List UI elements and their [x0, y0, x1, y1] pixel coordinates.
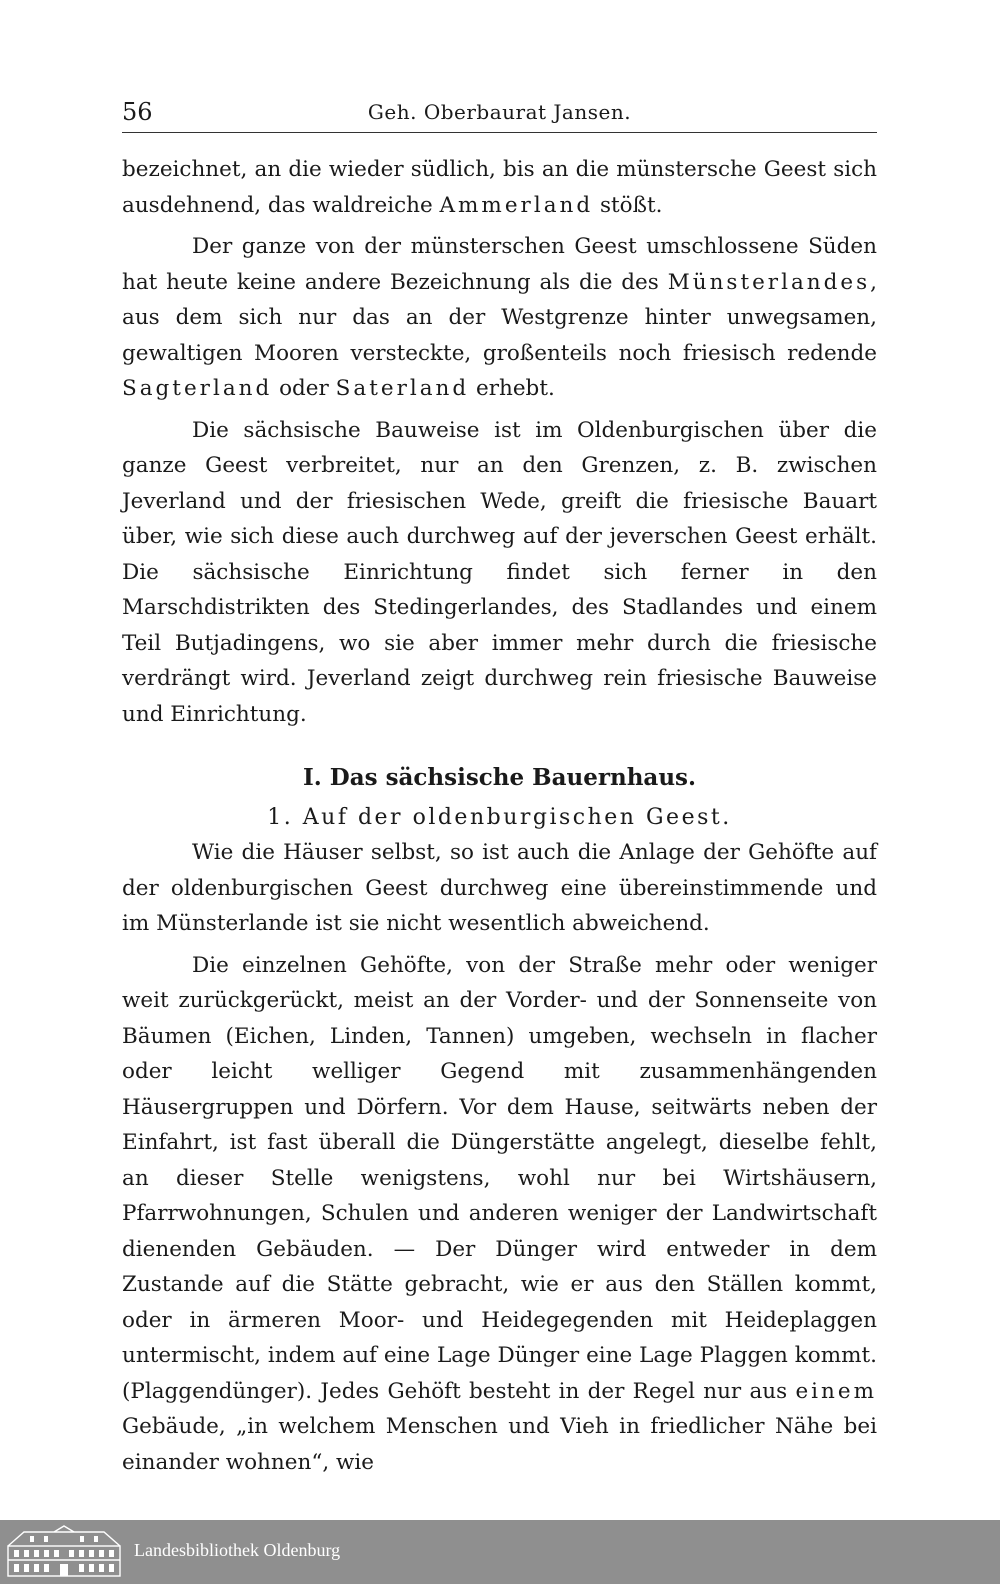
body-text [122, 152, 877, 1480]
library-building-icon [4, 1524, 124, 1580]
paragraph: Wie die Häuser selbst, so ist auch die Anlage der Gehöfte auf der oldenburgischen Geest durchweg eine übereinstimmende und im Münsterlande ist sie nicht wesentlich abweichend. [122, 840, 877, 936]
section-heading: I. Das sächsische Bauernhaus. [303, 764, 696, 791]
page-header [122, 96, 877, 133]
paragraph: Die sächsische Bauweise ist im Oldenburgischen über die ganze Geest verbreitet, nur an den Grenzen, z. B. zwischen Jeverland und der friesischen Wede, greift die friesische Bauart über, wie sich diese auch durchweg auf der jeverschen Geest erhält. Die sächsische Einrichtung findet sich ferner in den Marschdistrikten des Stedingerlandes, des Stadlandes und einem Teil Butjadingens, wo sie aber immer mehr durch die friesische verdrängt wird. Jeverland zeigt durchweg rein friesische Bauweise und Einrichtung. [122, 417, 877, 727]
institution-name: Landesbibliothek Oldenburg [134, 1540, 341, 1560]
footer-bar [0, 1520, 1000, 1584]
paragraph: Der ganze von der münsterschen Geest umschlossene Süden hat heute keine andere Bezeichnung als die des Münsterlandes, aus dem sich nur das an der Westgrenze hinter unwegsamen, gewaltigen Mooren versteckte, großenteils noch friesisch redende Sagterland oder Saterland erhebt. [122, 234, 877, 401]
subsection-heading: 1. Auf der oldenburgischen Geest. [267, 804, 732, 830]
paragraph: bezeichnet, an die wieder südlich, bis an die münstersche Geest sich ausdehnend, das waldreiche Ammerland stößt. [122, 157, 877, 218]
page-number: 56 [122, 98, 153, 126]
paragraph: Die einzelnen Gehöfte, von der Straße mehr oder weniger weit zurückgerückt, meist an der Vorder- und der Sonnenseite von Bäumen (Eichen, Linden, Tannen) umgeben, wechseln in flacher oder leicht welliger Gegend mit zusammenhängenden Häusergruppen und Dörfern. Vor dem Hause, seitwärts neben der Einfahrt, ist fast überall die Düngerstätte angelegt, dieselbe fehlt, an dieser Stelle wenigstens, wohl nur bei Wirtshäusern, Pfarrwohnungen, Schulen und anderen weniger der Landwirtschaft dienenden Gebäuden. — Der Dünger wird entweder in dem Zustande auf die Stätte gebracht, wie er aus den Ställen kommt, oder in ärmeren Moor- und Heidegegenden mit Heideplaggen untermischt, indem auf eine Lage Dünger eine Lage Plaggen kommt. (Plaggendünger). Jedes Gehöft besteht in der Regel nur aus einem Gebäude, „in welchem Menschen und Vieh in friedlicher Nähe bei einander wohnen“, wie [122, 952, 877, 1475]
running-head: Geh. Oberbaurat Jansen. [367, 100, 632, 124]
